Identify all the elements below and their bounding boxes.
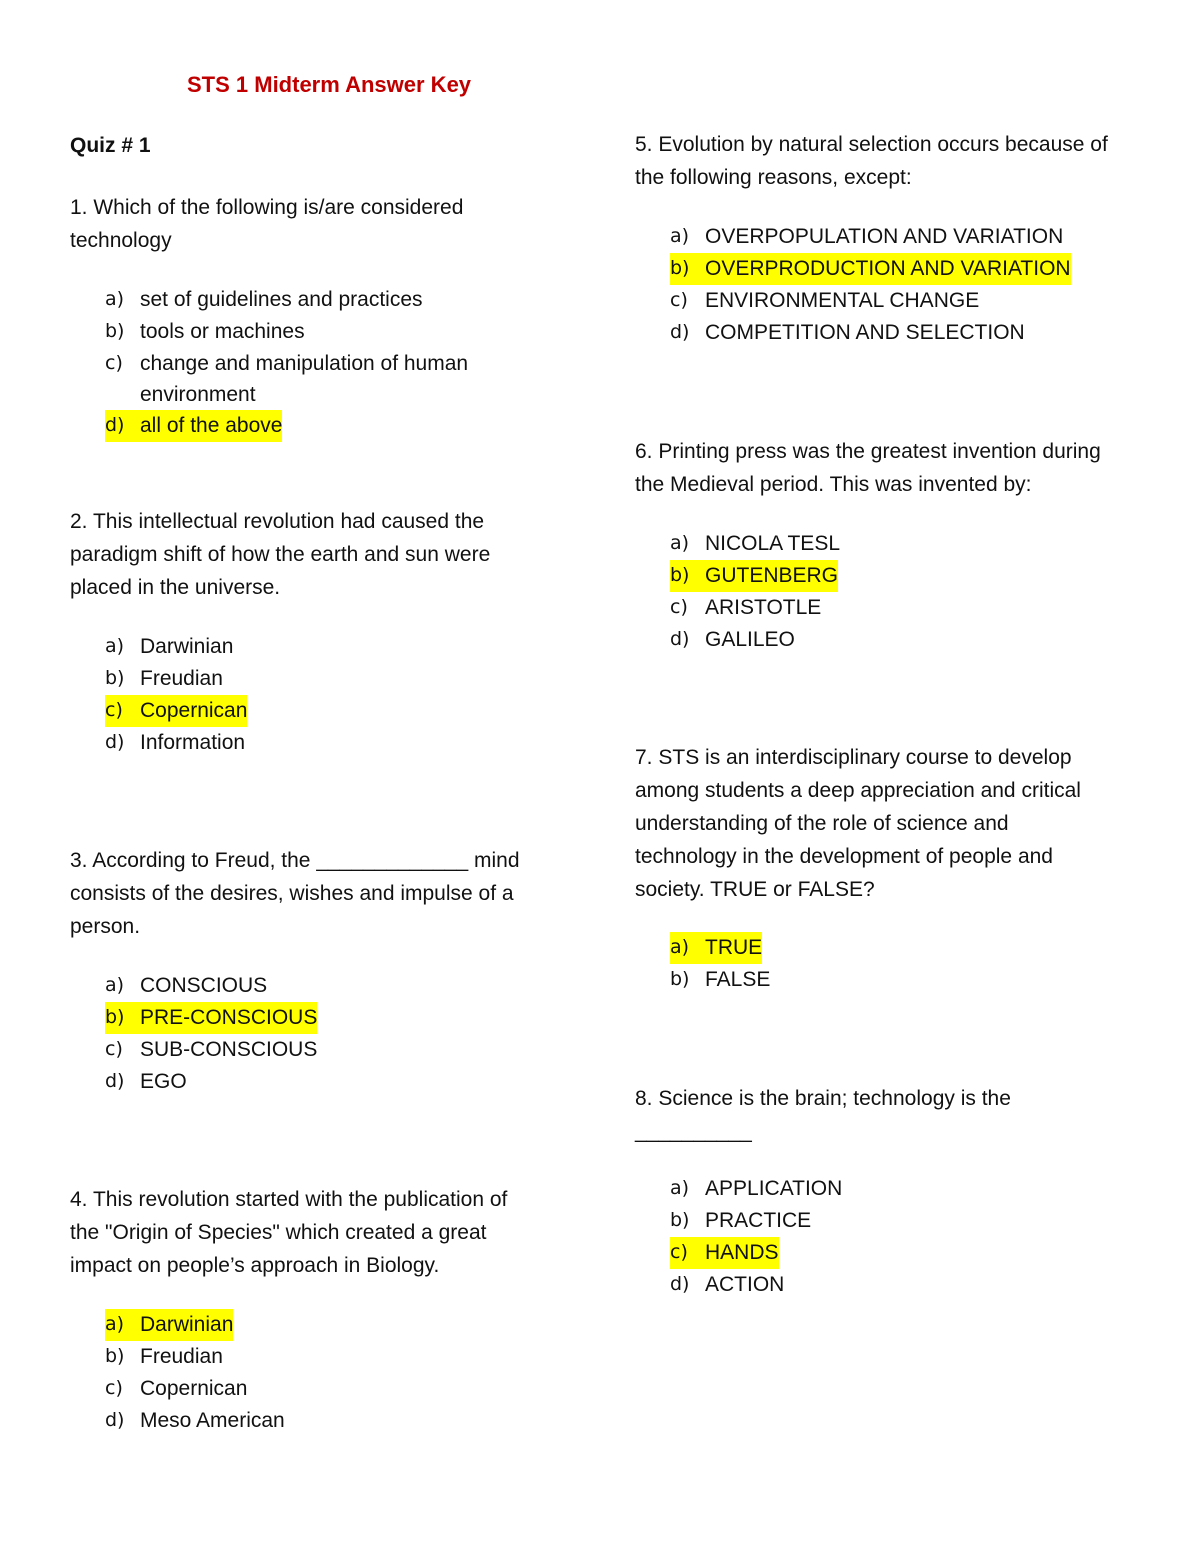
options-list [70,284,490,442]
option-letter: c) [670,289,688,311]
question-8 [635,1082,1055,1301]
option-text: NICOLA TESL [705,532,841,555]
question-text [70,191,490,257]
option-letter: d) [670,321,690,343]
option-text: Darwinian [140,635,234,658]
option-text: APPLICATION [705,1177,843,1200]
option-text: Copernican [140,1377,248,1400]
options-list [635,528,1125,656]
question-number: 7. [635,746,653,769]
option-letter: b) [670,560,705,592]
option-text: Meso American [140,1409,285,1432]
option-text: GALILEO [705,628,795,651]
option-letter: c) [105,1377,123,1399]
question-number: 1. [70,196,88,219]
question-number: 4. [70,1188,88,1211]
options-list [635,221,1125,349]
question-text [635,435,1125,501]
option-letter: d) [670,628,690,650]
question-text [635,1082,1055,1148]
option-letter: d) [105,1070,125,1092]
question-text [70,844,550,943]
answer-option [70,631,530,663]
answer-option [70,1373,540,1405]
option-text: CONSCIOUS [140,974,268,997]
question-text [635,128,1125,194]
options-list [70,631,530,759]
options-list [635,932,1105,996]
question-number: 2. [70,510,88,533]
answer-option [635,964,1105,996]
option-text: tools or machines [140,320,305,343]
answer-option-correct [70,695,530,727]
option-letter: d) [105,731,125,753]
options-list [70,1309,540,1437]
option-letter: b) [105,1002,140,1034]
option-letter: c) [105,352,123,374]
option-text: HANDS [705,1237,779,1269]
question-text [635,741,1105,906]
answer-option [70,1034,550,1066]
option-text: ARISTOTLE [705,596,822,619]
answer-option [635,528,1125,560]
answer-option [70,1341,540,1373]
document-title: STS 1 Midterm Answer Key [187,72,472,97]
option-text: ENVIRONMENTAL CHANGE [705,289,980,312]
option-letter: b) [105,1345,125,1367]
option-text: ACTION [705,1273,785,1296]
question-5 [635,128,1125,349]
option-letter: a) [105,974,125,996]
option-letter: a) [105,1309,140,1341]
option-text: Freudian [140,1345,223,1368]
option-text: SUB-CONSCIOUS [140,1038,318,1061]
option-letter: d) [670,1273,690,1295]
question-1 [70,191,490,442]
question-3 [70,844,550,1098]
answer-option [635,624,1125,656]
option-letter: b) [670,253,705,285]
question-body: Which of the following is/are considered technology [70,196,464,252]
option-letter: c) [670,1237,705,1269]
answer-option [70,970,550,1002]
question-body: STS is an interdisciplinary course to develop among students a deep appreciation and critical understanding of the role of science and technology in the development of people and society. TRUE or FALSE? [635,746,1081,901]
question-4 [70,1183,540,1437]
answer-option [70,348,490,410]
question-body: Evolution by natural selection occurs because of the following reasons, except: [635,133,1108,189]
option-letter: a) [105,635,125,657]
answer-option [635,221,1125,253]
answer-option [635,1269,1055,1301]
question-number: 5. [635,133,653,156]
question-number: 3. [70,849,88,872]
option-text: set of guidelines and practices [140,288,423,311]
question-2 [70,505,530,759]
option-letter: b) [105,667,125,689]
question-text [70,1183,540,1282]
question-6 [635,435,1125,656]
answer-option [635,317,1125,349]
answer-option [70,316,490,348]
question-body: This intellectual revolution had caused the paradigm shift of how the earth and sun were placed in the universe. [70,510,491,599]
question-7 [635,741,1105,996]
option-text: TRUE [705,932,762,964]
option-letter: a) [670,225,690,247]
option-text: change and manipulation of human environment [140,352,469,406]
option-letter: a) [670,532,690,554]
option-text: PRACTICE [705,1209,812,1232]
question-text [70,505,530,604]
answer-option-correct [635,1237,1055,1269]
option-text: Freudian [140,667,223,690]
option-text: PRE-CONSCIOUS [140,1002,317,1034]
question-number: 6. [635,440,653,463]
option-letter: d) [105,410,140,442]
quiz-label: Quiz # 1 [70,134,151,157]
option-letter: b) [670,968,690,990]
option-letter: a) [105,288,125,310]
question-number: 8. [635,1087,653,1110]
option-letter: a) [670,1177,690,1199]
question-body: According to Freud, the _____________ mind consists of the desires, wishes and impulse of a person. [70,849,520,938]
answer-option [70,727,530,759]
option-text: GUTENBERG [705,560,838,592]
options-list [70,970,550,1098]
answer-option [635,1205,1055,1237]
option-text: OVERPRODUCTION AND VARIATION [705,253,1071,285]
answer-option [635,592,1125,624]
answer-option-correct [70,410,490,442]
answer-option-correct [635,253,1125,285]
option-text: Information [140,731,246,754]
option-letter: d) [105,1409,125,1431]
answer-option [635,1173,1055,1205]
option-letter: a) [670,932,705,964]
answer-option-correct [70,1002,550,1034]
answer-option [70,1405,540,1437]
answer-option [70,1066,550,1098]
option-text: all of the above [140,410,282,442]
answer-option [70,663,530,695]
option-text: Copernican [140,695,247,727]
option-letter: c) [105,1038,123,1060]
options-list [635,1173,1055,1301]
option-text: Darwinian [140,1309,233,1341]
option-letter: c) [105,695,140,727]
question-body: Science is the brain; technology is the __________ [635,1087,1011,1143]
answer-option-correct [70,1309,540,1341]
option-letter: b) [105,320,125,342]
question-body: This revolution started with the publication of the "Origin of Species" which created a great impact on people’s approach in Biology. [70,1188,508,1277]
option-text: FALSE [705,968,771,991]
option-letter: c) [670,596,688,618]
question-body: Printing press was the greatest invention during the Medieval period. This was invented by: [635,440,1101,496]
option-text: OVERPOPULATION AND VARIATION [705,225,1064,248]
option-letter: b) [670,1209,690,1231]
answer-option [635,285,1125,317]
answer-option [70,284,490,316]
answer-option-correct [635,932,1105,964]
answer-option-correct [635,560,1125,592]
option-text: COMPETITION AND SELECTION [705,321,1025,344]
option-text: EGO [140,1070,187,1093]
